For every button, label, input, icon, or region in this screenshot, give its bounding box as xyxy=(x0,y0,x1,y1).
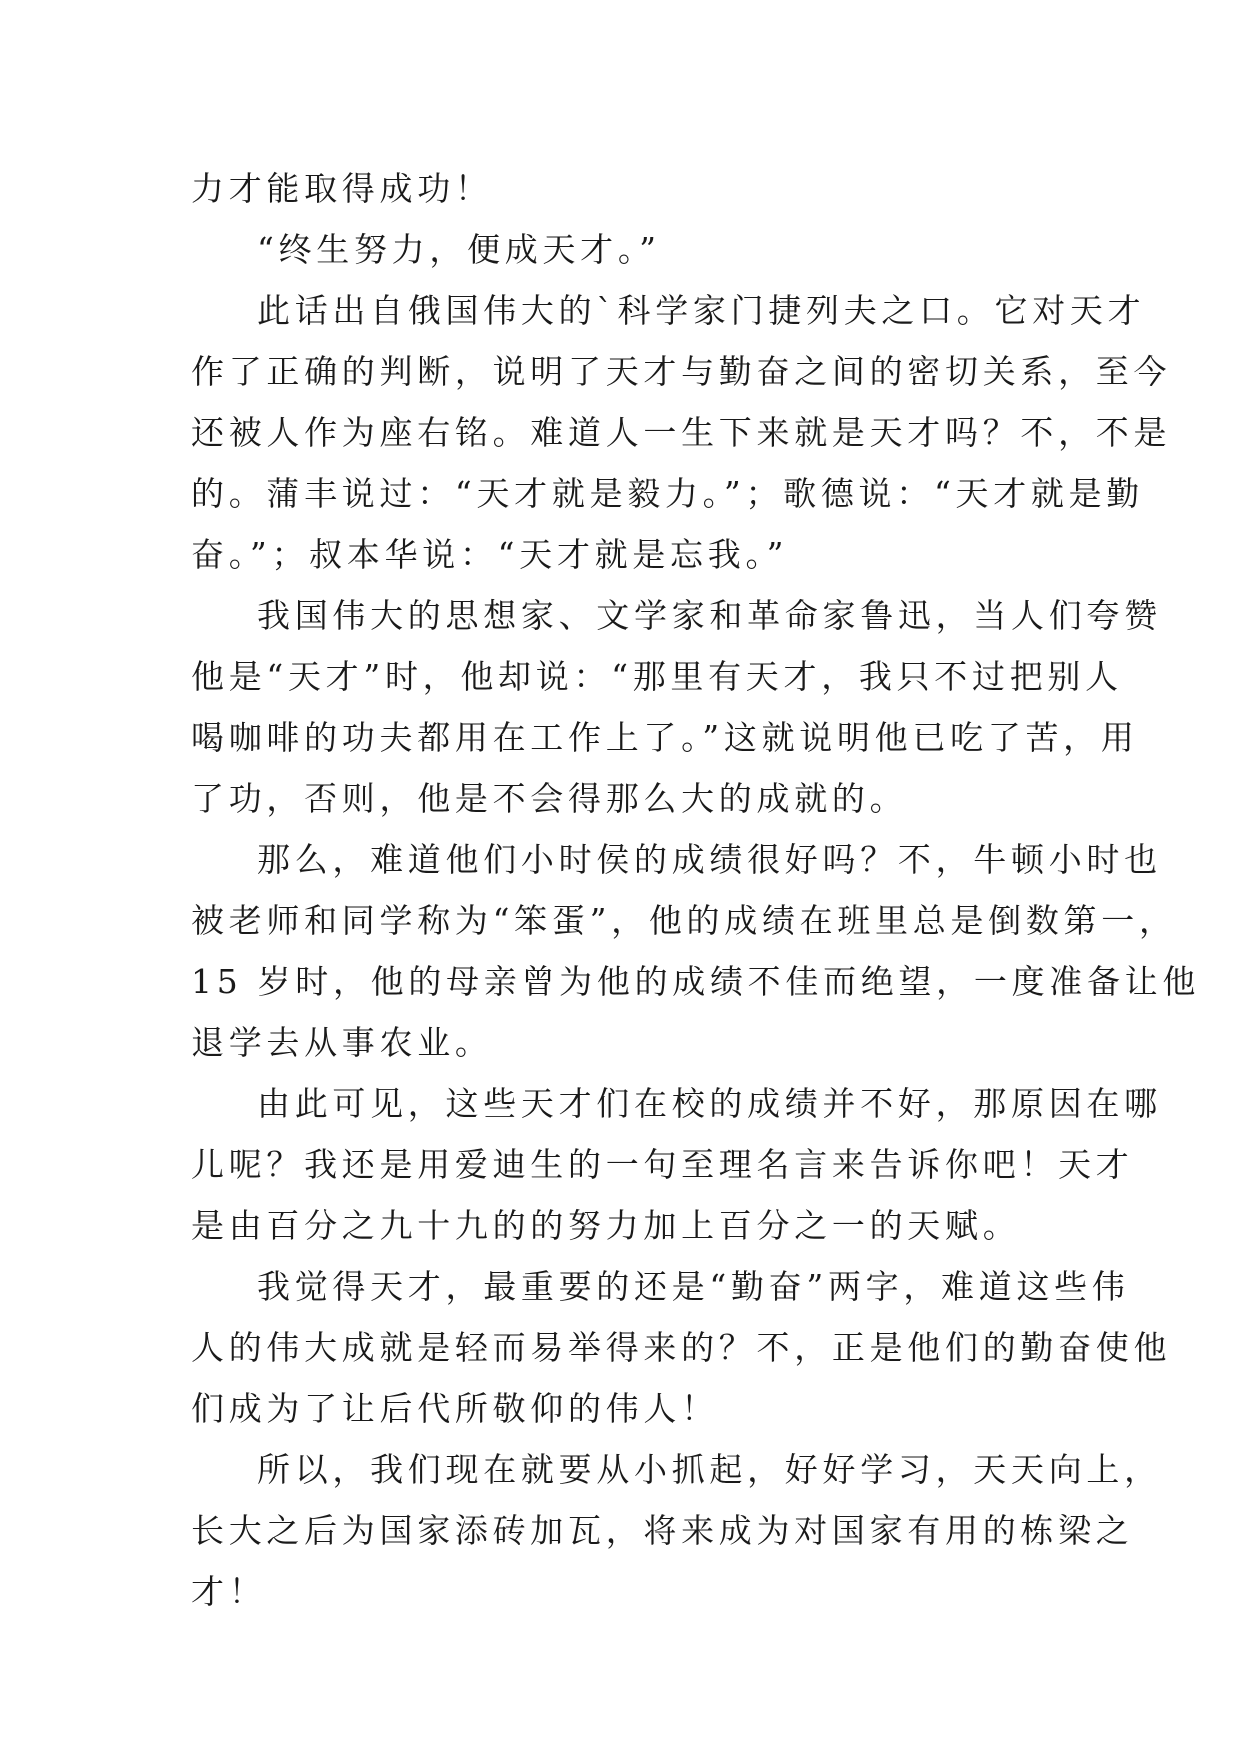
text-line: 力才能取得成功！ xyxy=(191,169,493,208)
text-line: 还被人作为座右铭。难道人一生下来就是天才吗？不，不是 xyxy=(191,413,1172,452)
text-line: 长大之后为国家添砖加瓦，将来成为对国家有用的栋梁之 xyxy=(191,1511,1134,1550)
text-line: 喝咖啡的功夫都用在工作上了。”这就说明他已吃了苦，用 xyxy=(191,718,1139,757)
text-line: 那么，难道他们小时侯的成绩很好吗？不，牛顿小时也 xyxy=(257,840,1162,879)
text-line: 所以，我们现在就要从小抓起，好好学习，天天向上， xyxy=(257,1450,1162,1489)
text-line: 15 岁时，他的母亲曾为他的成绩不佳而绝望，一度准备让他 xyxy=(191,962,1201,1001)
text-line: 作了正确的判断，说明了天才与勤奋之间的密切关系，至今 xyxy=(191,352,1172,391)
text-line: 是由百分之九十九的的努力加上百分之一的天赋。 xyxy=(191,1206,1021,1245)
text-line: 儿呢？我还是用爱迪生的一句至理名言来告诉你吧！天才 xyxy=(191,1145,1134,1184)
text-line: 他是“天才”时，他却说：“那里有天才，我只不过把别人 xyxy=(191,657,1123,696)
text-line: 由此可见，这些天才们在校的成绩并不好，那原因在哪 xyxy=(257,1084,1162,1123)
text-line: 奋。”；叔本华说：“天才就是忘我。” xyxy=(191,535,789,574)
text-line: “终生努力，便成天才。” xyxy=(257,230,661,269)
text-line: 被老师和同学称为“笨蛋”，他的成绩在班里总是倒数第一， xyxy=(191,901,1177,940)
text-line: 人的伟大成就是轻而易举得来的？不，正是他们的勤奋使他 xyxy=(191,1328,1172,1367)
text-line: 我国伟大的思想家、文学家和革命家鲁迅，当人们夸赞 xyxy=(257,596,1162,635)
text-line: 的。蒲丰说过：“天才就是毅力。”；歌德说：“天才就是勤 xyxy=(191,474,1145,513)
text-line: 才！ xyxy=(191,1572,267,1611)
text-line: 了功，否则，他是不会得那么大的成就的。 xyxy=(191,779,908,818)
text-line: 退学去从事农业。 xyxy=(191,1023,493,1062)
document-body xyxy=(191,158,1201,1622)
text-line: 此话出自俄国伟大的`科学家门捷列夫之口。它对天才 xyxy=(257,291,1146,330)
text-line: 我觉得天才，最重要的还是“勤奋”两字，难道这些伟 xyxy=(257,1267,1130,1306)
text-line: 们成为了让后代所敬仰的伟人！ xyxy=(191,1389,719,1428)
